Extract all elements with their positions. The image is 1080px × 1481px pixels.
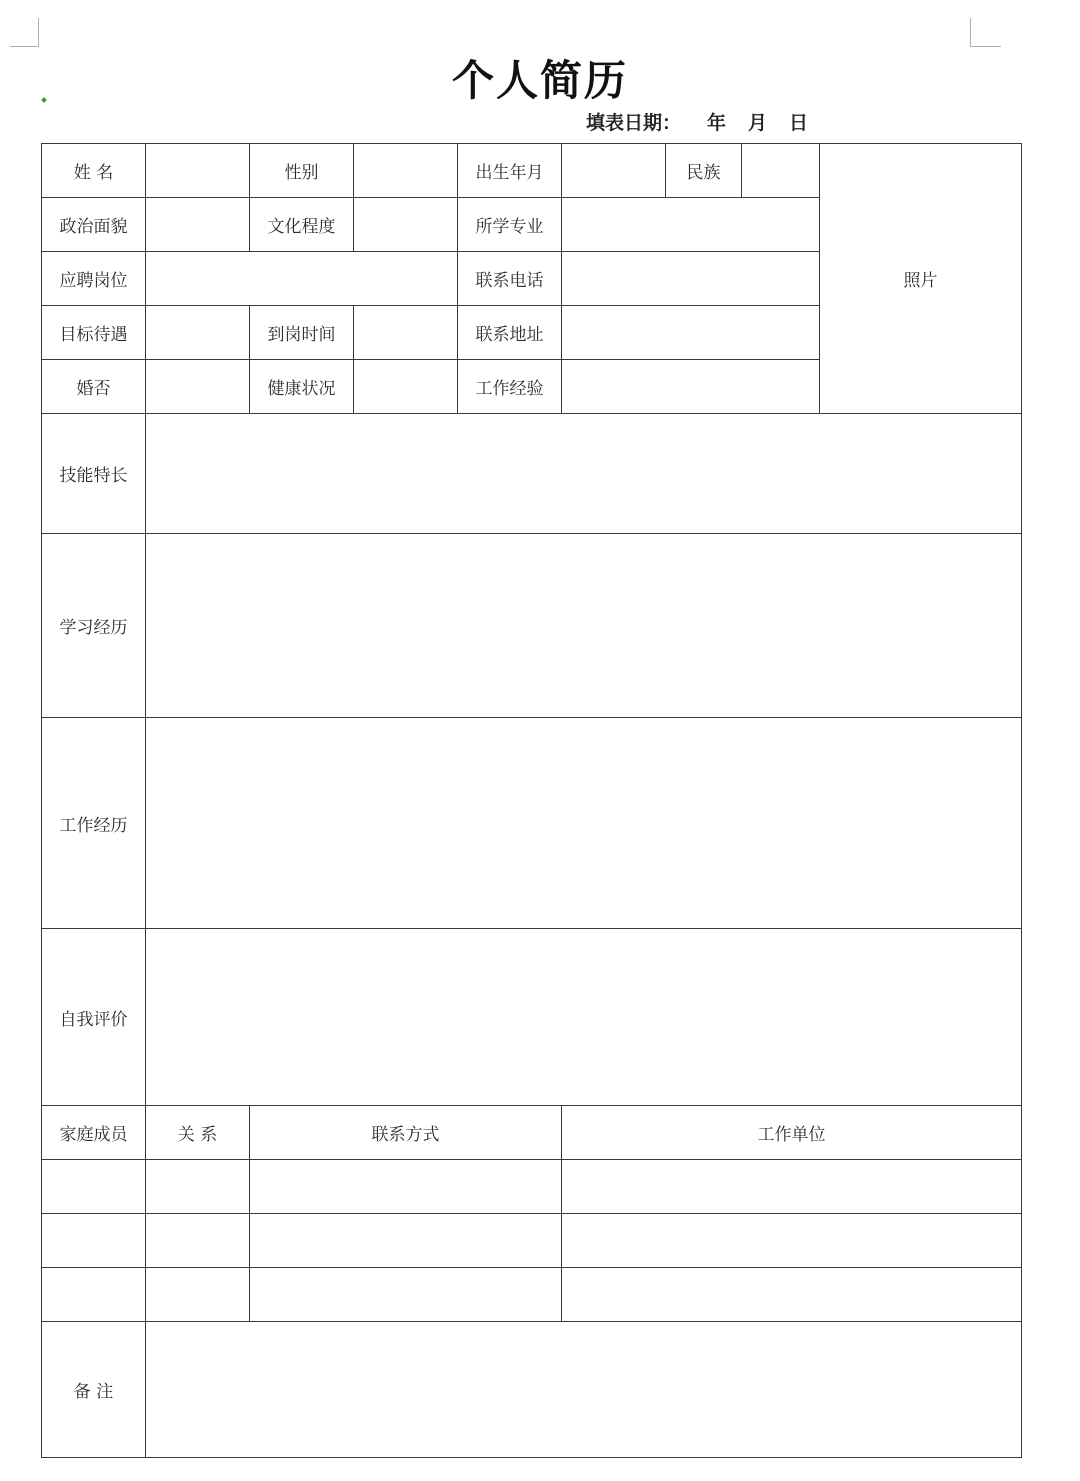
label-work-experience-years: 工作经验 xyxy=(458,360,562,414)
fill-date-day: 日 xyxy=(789,112,809,134)
label-self-evaluation: 自我评价 xyxy=(42,929,146,1106)
label-position-applied: 应聘岗位 xyxy=(42,252,146,306)
field-work-experience-years[interactable] xyxy=(562,360,820,414)
field-political-status[interactable] xyxy=(146,198,250,252)
label-gender: 性别 xyxy=(250,144,354,198)
family-row xyxy=(42,1160,1022,1214)
label-name: 姓 名 xyxy=(42,144,146,198)
family-row xyxy=(42,1214,1022,1268)
field-self-evaluation[interactable] xyxy=(146,929,1022,1106)
family-employer-field[interactable] xyxy=(562,1214,1022,1268)
document-title: 个人简历 xyxy=(451,56,628,105)
family-member-name-field[interactable] xyxy=(42,1160,146,1214)
family-member-name-field[interactable] xyxy=(42,1214,146,1268)
label-relation: 关 系 xyxy=(146,1106,250,1160)
family-relation-field[interactable] xyxy=(146,1214,250,1268)
family-contact-field[interactable] xyxy=(250,1160,562,1214)
label-birth: 出生年月 xyxy=(458,144,562,198)
label-ethnicity: 民族 xyxy=(666,144,742,198)
field-major[interactable] xyxy=(562,198,820,252)
field-education-history[interactable] xyxy=(146,534,1022,718)
family-relation-field[interactable] xyxy=(146,1160,250,1214)
label-education-level: 文化程度 xyxy=(250,198,354,252)
field-gender[interactable] xyxy=(354,144,458,198)
field-marital-status[interactable] xyxy=(146,360,250,414)
field-target-salary[interactable] xyxy=(146,306,250,360)
label-phone: 联系电话 xyxy=(458,252,562,306)
resume-form-table xyxy=(41,143,1022,1458)
page-corner-mark-top-left xyxy=(10,18,39,47)
label-work-history: 工作经历 xyxy=(42,718,146,929)
label-education-history: 学习经历 xyxy=(42,534,146,718)
label-employer: 工作单位 xyxy=(562,1106,1022,1160)
family-row xyxy=(42,1268,1022,1322)
label-start-time: 到岗时间 xyxy=(250,306,354,360)
field-position-applied[interactable] xyxy=(146,252,458,306)
field-work-history[interactable] xyxy=(146,718,1022,929)
family-contact-field[interactable] xyxy=(250,1268,562,1322)
field-skills[interactable] xyxy=(146,414,1022,534)
family-contact-field[interactable] xyxy=(250,1214,562,1268)
field-remarks[interactable] xyxy=(146,1322,1022,1458)
family-member-name-field[interactable] xyxy=(42,1268,146,1322)
label-remarks: 备 注 xyxy=(42,1322,146,1458)
label-skills: 技能特长 xyxy=(42,414,146,534)
label-marital-status: 婚否 xyxy=(42,360,146,414)
field-start-time[interactable] xyxy=(354,306,458,360)
label-family-members: 家庭成员 xyxy=(42,1106,146,1160)
field-health[interactable] xyxy=(354,360,458,414)
fill-date-month: 月 xyxy=(748,112,768,134)
photo-box[interactable]: 照片 xyxy=(820,144,1022,414)
fill-date-line xyxy=(586,108,808,135)
field-phone[interactable] xyxy=(562,252,820,306)
field-birth[interactable] xyxy=(562,144,666,198)
family-relation-field[interactable] xyxy=(146,1268,250,1322)
label-major: 所学专业 xyxy=(458,198,562,252)
field-ethnicity[interactable] xyxy=(742,144,820,198)
label-target-salary: 目标待遇 xyxy=(42,306,146,360)
field-name[interactable] xyxy=(146,144,250,198)
field-address[interactable] xyxy=(562,306,820,360)
page-corner-mark-top-right xyxy=(970,18,1001,47)
family-employer-field[interactable] xyxy=(562,1160,1022,1214)
label-address: 联系地址 xyxy=(458,306,562,360)
label-political-status: 政治面貌 xyxy=(42,198,146,252)
fill-date-year: 年 xyxy=(707,112,727,134)
fill-date-label: 填表日期： xyxy=(586,112,682,134)
family-employer-field[interactable] xyxy=(562,1268,1022,1322)
label-health: 健康状况 xyxy=(250,360,354,414)
label-contact: 联系方式 xyxy=(250,1106,562,1160)
field-education-level[interactable] xyxy=(354,198,458,252)
